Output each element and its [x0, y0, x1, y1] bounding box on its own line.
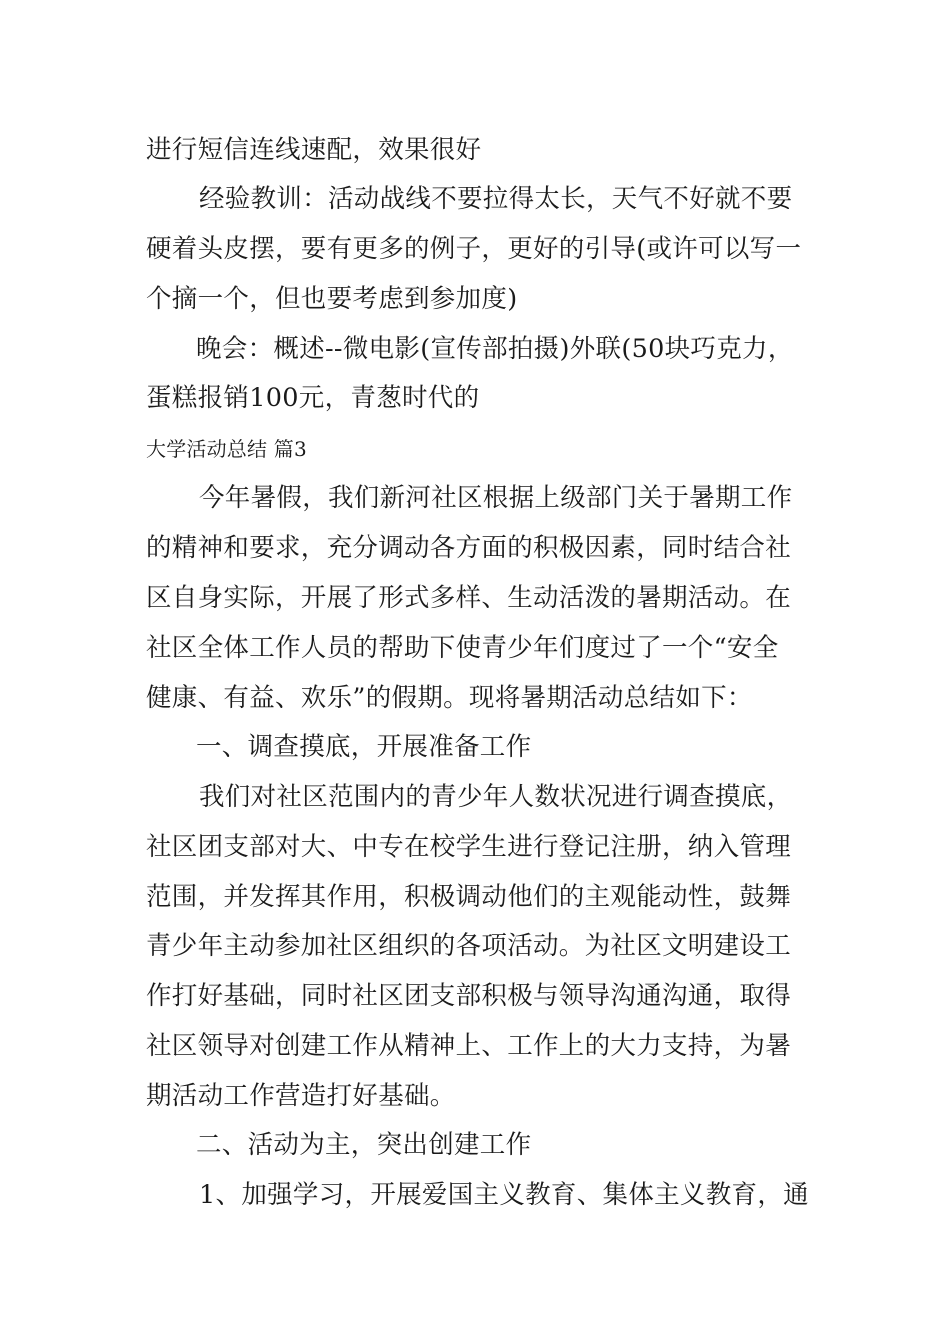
text-line: 的精神和要求，充分调动各方面的积极因素，同时结合社: [146, 533, 792, 563]
text-line: 社区领导对创建工作从精神上、工作上的大力支持，为暑: [146, 1031, 792, 1061]
subheading: 二、活动为主，突出创建工作: [196, 1130, 532, 1160]
text-line: 区自身实际，开展了形式多样、生动活泼的暑期活动。在: [146, 583, 792, 613]
text-line: 作打好基础，同时社区团支部积极与领导沟通沟通，取得: [146, 981, 792, 1011]
text-line: 进行短信连线速配，效果很好: [146, 135, 482, 165]
text-line: 1、加强学习，开展爱国主义教育、集体主义教育，通: [199, 1180, 809, 1210]
text-line: 我们对社区范围内的青少年人数状况进行调查摸底，: [199, 782, 793, 812]
text-line: 范围，并发挥其作用，积极调动他们的主观能动性，鼓舞: [146, 882, 792, 912]
subheading: 一、调查摸底，开展准备工作: [196, 732, 532, 762]
text-line: 健康、有益、欢乐”的假期。现将暑期活动总结如下：: [146, 683, 753, 713]
text-line: 硬着头皮摆，要有更多的例子，更好的引导(或许可以写一: [146, 234, 802, 264]
section-heading: 大学活动总结 篇3: [146, 437, 307, 461]
text-line: 社区全体工作人员的帮助下使青少年们度过了一个“安全: [146, 633, 779, 663]
text-line: 蛋糕报销100元，青葱时代的: [146, 383, 480, 413]
text-line: 今年暑假，我们新河社区根据上级部门关于暑期工作: [199, 483, 793, 513]
text-line: 期活动工作营造打好基础。: [146, 1081, 456, 1111]
text-line: 晚会：概述--微电影(宣传部拍摄)外联(50块巧克力，: [196, 334, 794, 364]
text-line: 个摘一个，但也要考虑到参加度): [146, 284, 518, 314]
text-line: 青少年主动参加社区组织的各项活动。为社区文明建设工: [146, 931, 792, 961]
text-line: 社区团支部对大、中专在校学生进行登记注册，纳入管理: [146, 832, 792, 862]
text-line: 经验教训：活动战线不要拉得太长，天气不好就不要: [199, 184, 793, 214]
